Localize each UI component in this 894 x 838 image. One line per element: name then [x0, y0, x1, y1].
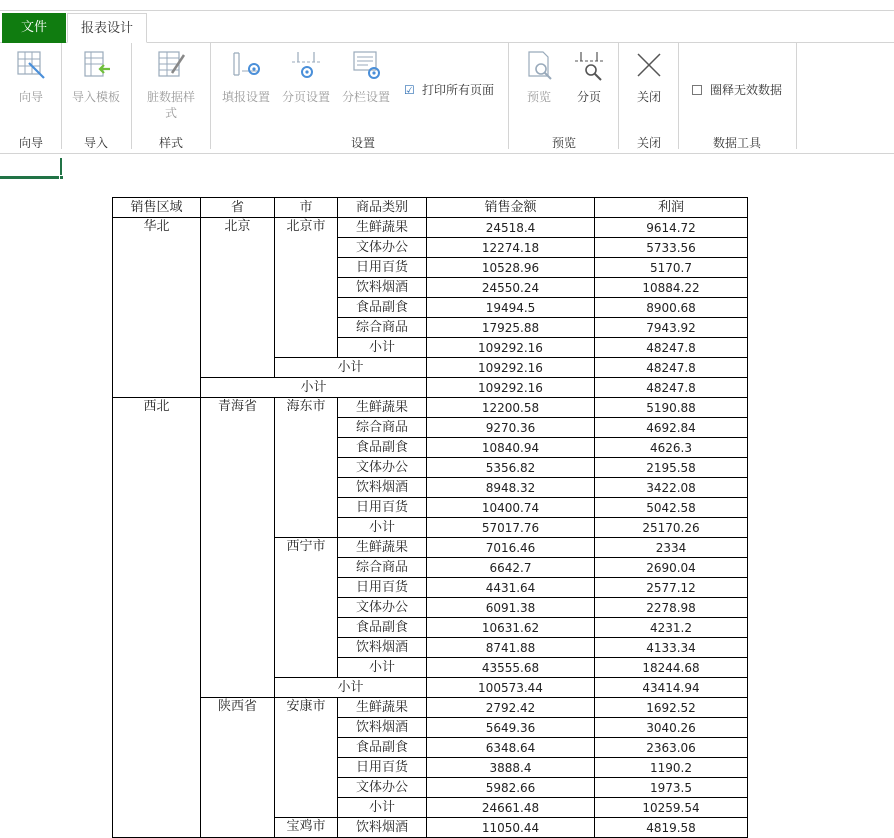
group-label-import: 导入 — [83, 136, 108, 150]
group-label-data-tools: 数据工具 — [712, 136, 761, 150]
page-settings-label: 分页设置 — [281, 90, 330, 104]
profit-cell[interactable]: 2195.58 — [595, 458, 748, 478]
category-cell[interactable]: 小计 — [338, 798, 427, 818]
group-separator — [508, 43, 509, 149]
header-profit: 利润 — [595, 198, 748, 218]
checkmark-icon: ☑ — [404, 83, 415, 97]
region-cell[interactable]: 西北 — [113, 398, 201, 838]
profit-cell[interactable]: 2334 — [595, 538, 748, 558]
category-cell[interactable]: 饮料烟酒 — [338, 478, 427, 498]
province-cell[interactable]: 北京 — [201, 218, 275, 378]
city-cell[interactable]: 北京市 — [275, 218, 338, 358]
fill-settings-icon — [230, 49, 262, 81]
category-cell[interactable]: 日用百货 — [338, 578, 427, 598]
category-cell[interactable]: 饮料烟酒 — [338, 718, 427, 738]
profit-cell[interactable]: 4231.2 — [595, 618, 748, 638]
sales-cell[interactable]: 10631.62 — [427, 618, 595, 638]
province-cell[interactable]: 陕西省 — [201, 698, 275, 838]
wizard-label: 向导 — [18, 90, 43, 104]
category-cell[interactable]: 饮料烟酒 — [338, 638, 427, 658]
category-cell[interactable]: 小计 — [338, 338, 427, 358]
table-row — [113, 398, 748, 418]
fill-settings-button[interactable] — [218, 49, 274, 105]
group-label-style: 样式 — [158, 136, 183, 150]
tab-file[interactable]: 文件 — [2, 13, 66, 43]
category-cell[interactable]: 文体办公 — [338, 238, 427, 258]
profit-cell[interactable]: 5170.7 — [595, 258, 748, 278]
preview-label: 预览 — [526, 90, 551, 104]
group-separator — [61, 43, 62, 149]
profit-cell[interactable]: 4692.84 — [595, 418, 748, 438]
category-cell[interactable]: 小计 — [338, 518, 427, 538]
category-cell[interactable]: 饮料烟酒 — [338, 818, 427, 838]
circle-invalid-data-label: 圈释无效数据 — [710, 83, 783, 97]
category-cell[interactable]: 日用百货 — [338, 758, 427, 778]
sales-cell[interactable]: 24550.24 — [427, 278, 595, 298]
province-cell[interactable]: 青海省 — [201, 398, 275, 698]
sales-cell[interactable]: 5982.66 — [427, 778, 595, 798]
sales-cell[interactable]: 11050.44 — [427, 818, 595, 838]
sales-cell[interactable]: 24518.4 — [427, 218, 595, 238]
sales-cell[interactable]: 6642.7 — [427, 558, 595, 578]
profit-cell[interactable]: 5733.56 — [595, 238, 748, 258]
profit-cell[interactable]: 10259.54 — [595, 798, 748, 818]
category-cell[interactable]: 日用百货 — [338, 498, 427, 518]
header-city: 市 — [275, 198, 338, 218]
sales-cell[interactable]: 5649.36 — [427, 718, 595, 738]
profit-cell[interactable]: 1692.52 — [595, 698, 748, 718]
profit-cell[interactable]: 4626.3 — [595, 438, 748, 458]
group-label-settings: 设置 — [350, 136, 375, 150]
sales-cell[interactable]: 6091.38 — [427, 598, 595, 618]
category-cell[interactable]: 食品副食 — [338, 618, 427, 638]
sales-cell[interactable]: 109292.16 — [427, 378, 595, 398]
header-province: 省 — [201, 198, 275, 218]
dirty-data-style-button[interactable] — [140, 49, 202, 121]
sales-cell[interactable]: 10528.96 — [427, 258, 595, 278]
subtotal-label[interactable]: 小计 — [201, 378, 427, 398]
close-icon — [633, 49, 665, 81]
header-category: 商品类别 — [338, 198, 427, 218]
ribbon-bottom-border — [0, 153, 894, 154]
group-separator — [131, 43, 132, 149]
header-row — [113, 198, 748, 218]
profit-cell[interactable]: 2278.98 — [595, 598, 748, 618]
profit-cell[interactable]: 43414.94 — [595, 678, 748, 698]
column-settings-icon — [350, 49, 382, 81]
paging-icon — [573, 49, 605, 81]
column-settings-label: 分栏设置 — [341, 90, 390, 104]
sales-cell[interactable]: 9270.36 — [427, 418, 595, 438]
group-label-preview: 预览 — [551, 136, 576, 150]
print-all-pages-label: 打印所有页面 — [422, 83, 495, 97]
profit-cell[interactable]: 2690.04 — [595, 558, 748, 578]
city-cell[interactable]: 西宁市 — [275, 538, 338, 678]
profit-cell[interactable]: 10884.22 — [595, 278, 748, 298]
category-cell[interactable]: 综合商品 — [338, 318, 427, 338]
sales-cell[interactable]: 10840.94 — [427, 438, 595, 458]
preview-icon — [523, 49, 555, 81]
profit-cell[interactable]: 48247.8 — [595, 338, 748, 358]
sales-cell[interactable]: 5356.82 — [427, 458, 595, 478]
group-separator — [210, 43, 211, 149]
category-cell[interactable]: 生鲜蔬果 — [338, 218, 427, 238]
column-settings-button[interactable] — [338, 49, 394, 105]
import-template-icon — [80, 49, 112, 81]
sales-cell[interactable]: 109292.16 — [427, 338, 595, 358]
sales-cell[interactable]: 109292.16 — [427, 358, 595, 378]
profit-cell[interactable]: 7943.92 — [595, 318, 748, 338]
subtotal-label[interactable]: 小计 — [275, 358, 427, 378]
region-cell[interactable]: 华北 — [113, 218, 201, 398]
dirty-data-style-label-line2: 式 — [164, 106, 177, 120]
active-cell-selection[interactable] — [0, 176, 62, 179]
category-cell[interactable]: 生鲜蔬果 — [338, 698, 427, 718]
sales-cell[interactable]: 57017.76 — [427, 518, 595, 538]
sales-cell[interactable]: 43555.68 — [427, 658, 595, 678]
city-cell[interactable]: 宝鸡市 — [275, 818, 338, 838]
category-cell[interactable]: 综合商品 — [338, 418, 427, 438]
sales-cell[interactable]: 3888.4 — [427, 758, 595, 778]
profit-cell[interactable]: 2577.12 — [595, 578, 748, 598]
dirty-data-style-label-line1: 脏数据样 — [146, 90, 195, 104]
category-cell[interactable]: 食品副食 — [338, 738, 427, 758]
category-cell[interactable]: 食品副食 — [338, 298, 427, 318]
sales-cell[interactable]: 19494.5 — [427, 298, 595, 318]
group-label-guide: 向导 — [18, 136, 43, 150]
profit-cell[interactable]: 5042.58 — [595, 498, 748, 518]
preview-button[interactable] — [516, 49, 562, 105]
import-template-label: 导入模板 — [71, 90, 120, 104]
sales-cell[interactable]: 4431.64 — [427, 578, 595, 598]
profit-cell[interactable]: 4819.58 — [595, 818, 748, 838]
fill-handle[interactable] — [59, 175, 64, 180]
category-cell[interactable]: 文体办公 — [338, 778, 427, 798]
group-label-close: 关闭 — [636, 136, 661, 150]
sales-cell[interactable]: 10400.74 — [427, 498, 595, 518]
dirty-data-style-icon — [155, 49, 187, 81]
profit-cell[interactable]: 4133.34 — [595, 638, 748, 658]
profit-cell[interactable]: 18244.68 — [595, 658, 748, 678]
checkbox-icon — [692, 85, 702, 95]
profit-cell[interactable]: 48247.8 — [595, 358, 748, 378]
sales-cell[interactable]: 2792.42 — [427, 698, 595, 718]
profit-cell[interactable]: 48247.8 — [595, 378, 748, 398]
profit-cell[interactable]: 3040.26 — [595, 718, 748, 738]
header-region: 销售区域 — [113, 198, 201, 218]
close-label: 关闭 — [636, 90, 661, 104]
page-settings-icon — [290, 49, 322, 81]
sales-cell[interactable]: 7016.46 — [427, 538, 595, 558]
print-all-pages-checkbox[interactable] — [404, 81, 494, 98]
category-cell[interactable]: 文体办公 — [338, 458, 427, 478]
ribbon — [0, 43, 894, 153]
category-cell[interactable]: 小计 — [338, 658, 427, 678]
subtotal-row — [113, 378, 748, 398]
sales-cell[interactable]: 8741.88 — [427, 638, 595, 658]
category-cell[interactable]: 日用百货 — [338, 258, 427, 278]
profit-cell[interactable]: 1190.2 — [595, 758, 748, 778]
category-cell[interactable]: 生鲜蔬果 — [338, 398, 427, 418]
tab-report-design[interactable]: 报表设计 — [67, 13, 147, 43]
profit-cell[interactable]: 2363.06 — [595, 738, 748, 758]
profit-cell[interactable]: 5190.88 — [595, 398, 748, 418]
page-settings-button[interactable] — [278, 49, 334, 105]
sales-cell[interactable]: 12200.58 — [427, 398, 595, 418]
table-row — [113, 698, 748, 718]
paging-button[interactable] — [566, 49, 612, 105]
profit-cell[interactable]: 25170.26 — [595, 518, 748, 538]
category-cell[interactable]: 文体办公 — [338, 598, 427, 618]
group-separator — [678, 43, 679, 149]
sales-cell[interactable]: 12274.18 — [427, 238, 595, 258]
wizard-icon — [15, 49, 47, 81]
sales-cell[interactable]: 24661.48 — [427, 798, 595, 818]
sales-cell[interactable]: 8948.32 — [427, 478, 595, 498]
sales-cell[interactable]: 17925.88 — [427, 318, 595, 338]
sales-cell[interactable]: 6348.64 — [427, 738, 595, 758]
circle-invalid-data-checkbox[interactable] — [692, 81, 782, 98]
profit-cell[interactable]: 9614.72 — [595, 218, 748, 238]
category-cell[interactable]: 饮料烟酒 — [338, 278, 427, 298]
group-separator — [796, 43, 797, 149]
import-template-button[interactable] — [66, 49, 126, 105]
category-cell[interactable]: 食品副食 — [338, 438, 427, 458]
profit-cell[interactable]: 1973.5 — [595, 778, 748, 798]
city-cell[interactable]: 安康市 — [275, 698, 338, 818]
category-cell[interactable]: 综合商品 — [338, 558, 427, 578]
subtotal-label[interactable]: 小计 — [275, 678, 427, 698]
wizard-button[interactable] — [8, 49, 54, 105]
sales-cell[interactable]: 100573.44 — [427, 678, 595, 698]
profit-cell[interactable]: 8900.68 — [595, 298, 748, 318]
tab-bar-top-border — [0, 10, 894, 11]
ribbon-tab-bar — [0, 0, 894, 43]
close-button[interactable] — [626, 49, 672, 105]
header-sales: 销售金额 — [427, 198, 595, 218]
paging-label: 分页 — [576, 90, 601, 104]
profit-cell[interactable]: 3422.08 — [595, 478, 748, 498]
group-separator — [618, 43, 619, 149]
fill-settings-label: 填报设置 — [221, 90, 270, 104]
table-row — [113, 218, 748, 238]
city-cell[interactable]: 海东市 — [275, 398, 338, 538]
sales-report-table — [112, 197, 748, 838]
category-cell[interactable]: 生鲜蔬果 — [338, 538, 427, 558]
